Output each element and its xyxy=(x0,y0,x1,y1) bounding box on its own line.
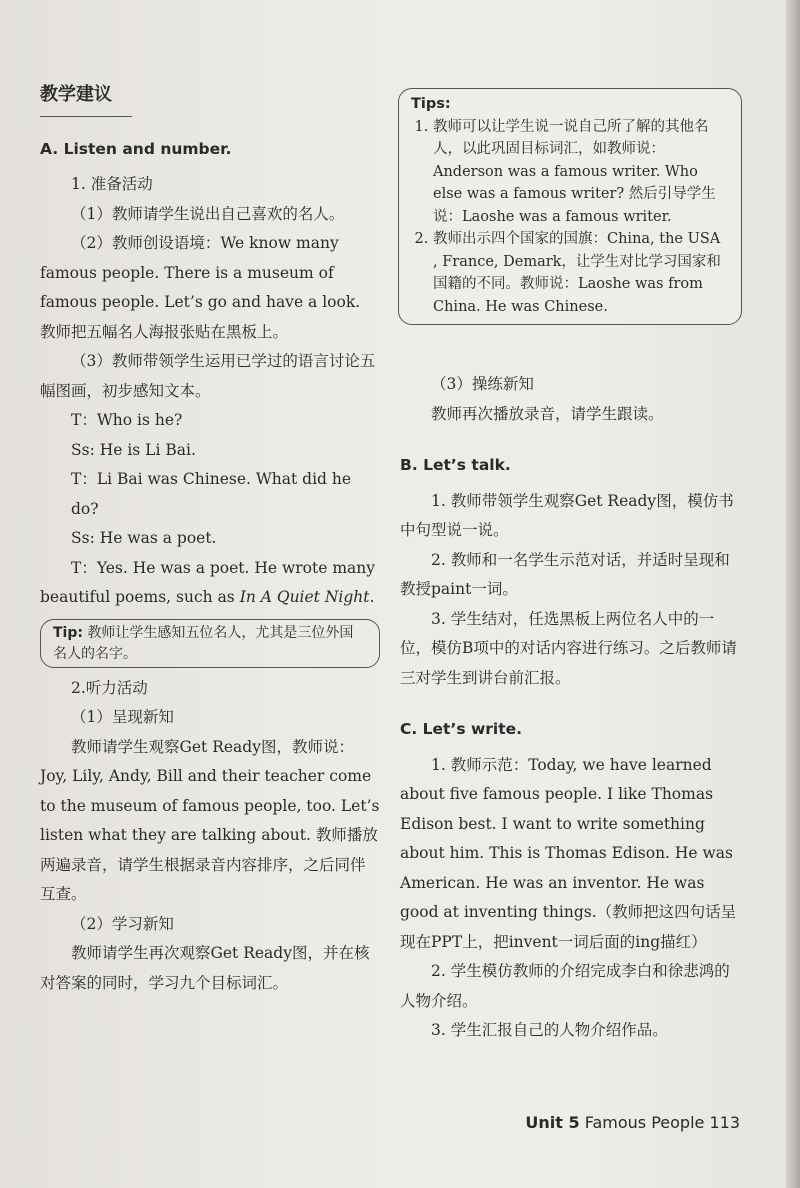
dialog-line-3: T：Li Bai was Chinese. What did he do? xyxy=(71,470,352,518)
section-a-p2: （1）教师请学生说出自己喜欢的名人。 xyxy=(71,204,345,223)
tips-list xyxy=(411,116,729,319)
section-a-p3: （2）教师创设语境：We know many famous people. There is a museum of famous people. Let’s go and have a look. 教师把五幅名人海报张贴在黑板上。 xyxy=(40,234,361,341)
tip-text: 教师让学生感知五位名人，尤其是三位外国名人的名字。 xyxy=(53,624,354,662)
dialog-line-2: Ss: He is Li Bai. xyxy=(71,440,196,459)
poem-title: In A Quiet Night xyxy=(239,588,370,606)
section-a-p9: 教师请学生再次观察Get Ready图，并在核对答案的同时，学习九个目标词汇。 xyxy=(40,944,370,992)
section-a-p4: （3）教师带领学生运用已学过的语言讨论五幅图画，初步感知文本。 xyxy=(40,352,376,400)
dialog-line-5 xyxy=(40,554,380,613)
section-a-p6: （1）呈现新知 xyxy=(71,708,174,726)
section-b-heading: B. Let’s talk. xyxy=(400,456,511,474)
section-a-heading: A. Listen and number. xyxy=(40,139,232,158)
dialog-line-1: T：Who is he? xyxy=(71,411,183,429)
section-c-p1: 1. 教师示范：Today, we have learned about five famous people. I like Thomas Edison best. I want to write something about him. This is Thomas Edison. He was American. He was an inventor. He was good at inventing things.（教师把这四句话呈现在PPT上，把invent一词后面的ing描红） xyxy=(400,755,737,951)
page-footer xyxy=(525,1113,740,1132)
section-b-p3: 3. 学生结对，任选黑板上两位名人中的一位，模仿B项中的对话内容进行练习。之后教师请三对学生到讲台前汇报。 xyxy=(400,609,737,687)
section-b-p2: 2. 教师和一名学生示范对话，并适时呈现和教授paint一词。 xyxy=(400,550,730,598)
section-c-p2: 2. 学生模仿教师的介绍完成李白和徐悲鸿的人物介绍。 xyxy=(400,962,730,1010)
right-column xyxy=(400,370,740,1046)
right-p2: 教师再次播放录音，请学生跟读。 xyxy=(431,404,664,423)
tips-label: Tips: xyxy=(411,96,451,112)
section-b-p1: 1. 教师带领学生观察Get Ready图，模仿书中句型说一说。 xyxy=(400,491,734,539)
section-a-p5: 2.听力活动 xyxy=(71,678,148,697)
tips-item-2: 2. 教师出示四个国家的国旗：China, the USA , France, Demark，让学生对比学习国家和国籍的不同。教师说：Laoshe was from China. He was Chinese. xyxy=(433,228,729,318)
section-c-p3: 3. 学生汇报自己的人物介绍作品。 xyxy=(431,1021,668,1039)
section-a-p8: （2）学习新知 xyxy=(71,914,174,933)
right-p1: （3）操练新知 xyxy=(431,375,534,393)
tip-box xyxy=(40,619,380,668)
footer-title: Famous People xyxy=(584,1113,705,1132)
page-title: 教学建议 xyxy=(40,80,132,117)
page-number: 113 xyxy=(709,1113,740,1132)
tip-label: Tip: xyxy=(53,624,83,641)
section-a-p7: 教师请学生观察Get Ready图，教师说：Joy, Lily, Andy, Bill and their teacher come to the museum of famous people, too. Let’s listen what they are talking about. 教师播放两遍录音，请学生根据录音内容排序，之后同伴互查。 xyxy=(40,737,380,903)
dialog-line-5-text: T：Yes. He was a poet. He wrote many beautiful poems, such as xyxy=(40,558,376,606)
dialog-line-5-end: . xyxy=(369,588,375,606)
tips-box xyxy=(398,88,742,325)
section-c-heading: C. Let’s write. xyxy=(400,720,523,738)
footer-unit: Unit 5 xyxy=(525,1113,580,1132)
dialog-line-4: Ss: He was a poet. xyxy=(71,529,217,547)
tips-item-1: 1. 教师可以让学生说一说自己所了解的其他名人，以此巩固目标词汇，如教师说：Anderson was a famous writer. Who else was a famous writer? 然后引导学生说：Laoshe was a famous writer. xyxy=(433,116,729,229)
book-spine-shadow xyxy=(786,0,800,1188)
left-column xyxy=(40,80,380,998)
section-a-p1: 1. 准备活动 xyxy=(71,175,153,193)
